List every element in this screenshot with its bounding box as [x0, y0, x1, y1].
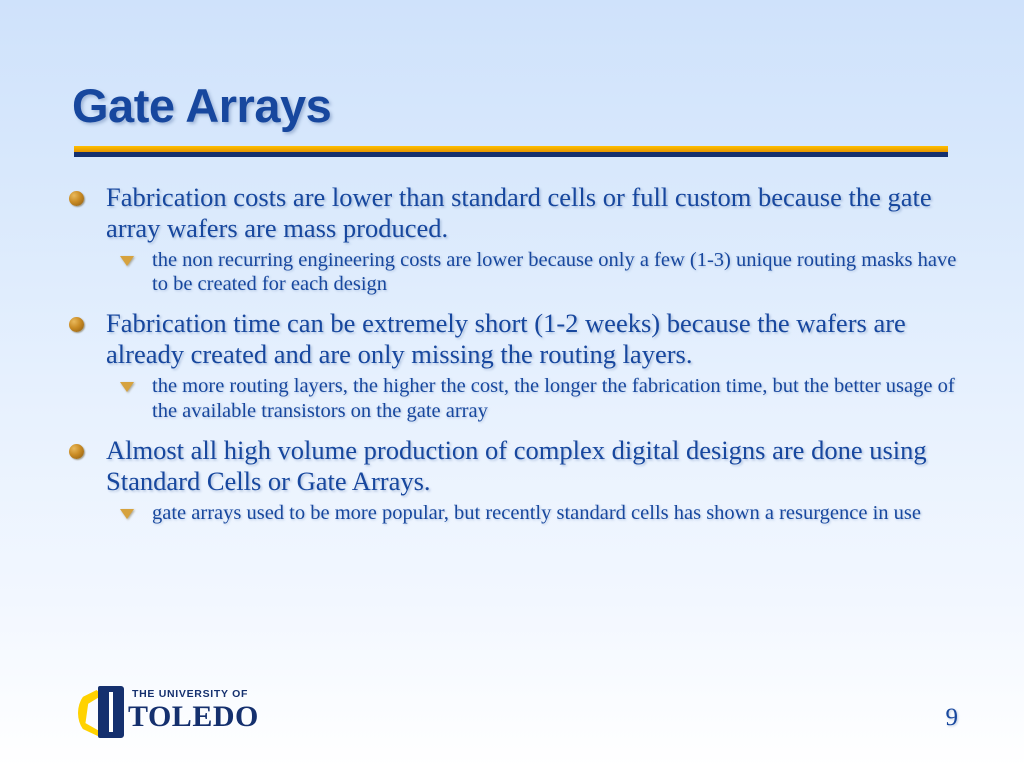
title-divider [74, 146, 948, 157]
bullet-triangle-icon [120, 509, 134, 519]
list-item [62, 501, 962, 525]
logo-main-text: TOLEDO [128, 700, 259, 733]
page-number: 9 [945, 704, 958, 731]
bullet-sphere-icon [69, 317, 84, 332]
page-title: Gate Arrays [72, 79, 332, 132]
university-logo [78, 682, 258, 740]
list-item [62, 182, 962, 244]
list-item [62, 248, 962, 296]
logo-book-spine [109, 692, 113, 732]
divider-navy-bar [74, 152, 948, 157]
toledo-logo-mark-icon [78, 684, 126, 738]
bullet-triangle-icon [120, 382, 134, 392]
bullet-sphere-icon [69, 191, 84, 206]
logo-top-text: THE UNIVERSITY OF [132, 688, 249, 700]
list-item [62, 435, 962, 497]
list-item-text: the non recurring engineering costs are lower because only a few (1-3) unique routing masks have to be created for each design [152, 249, 957, 296]
bullet-list [62, 182, 962, 531]
list-item-text: Fabrication time can be extremely short (1-2 weeks) because the wafers are already created and are only missing the routing layers. [106, 308, 906, 370]
list-item [62, 308, 962, 370]
list-item-text: gate arrays used to be more popular, but recently standard cells has shown a resurgence in use [152, 501, 922, 524]
list-item-text: the more routing layers, the higher the cost, the longer the fabrication time, but the better usage of the available transistors on the gate array [152, 375, 955, 422]
logo-book-shape [98, 686, 124, 738]
list-item [62, 374, 962, 422]
list-item-text: Fabrication costs are lower than standard cells or full custom because the gate array wafers are mass produced. [106, 182, 932, 243]
bullet-sphere-icon [69, 444, 84, 459]
list-item-text: Almost all high volume production of complex digital designs are done using Standard Cells or Gate Arrays. [106, 434, 927, 496]
bullet-triangle-icon [120, 256, 134, 266]
